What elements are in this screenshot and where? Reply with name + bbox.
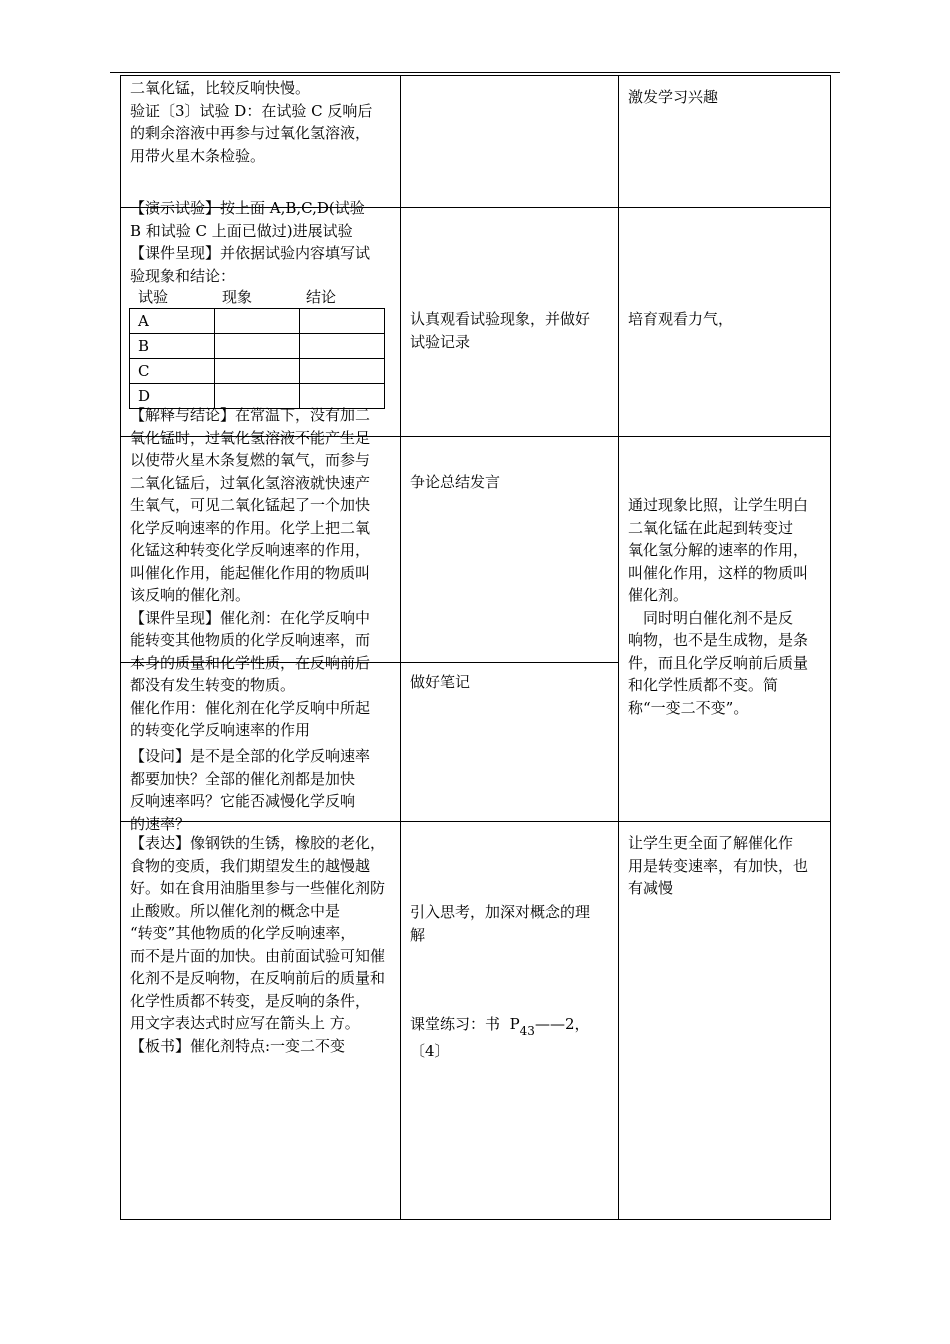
table-row <box>130 334 385 359</box>
discuss-text: 争论总结发言 <box>410 473 501 491</box>
row-border <box>120 75 831 76</box>
explanation-text: 【解释与结论】在常温下，没有加二 氧化锰时，过氧化氢溶液不能产生足 以使带火星木条复燃的氧气，而参与 二氧化锰后，过氧化氢溶液就快速产 生氧气，可见二氧化锰起了一个加快 化学反响速率的作用。化学上把二氧 化锰这种转变化学反响速率的作用， 叫催化作用，能起催化作用的物质叫 该反响的催化剂。 【课件呈现】催化剂：在化学反响中 能转变其他物质的化学反响速率，而 本身的质量和化学性质，在反响前后 都没有发生转变的物质。 催化作用：催化剂在化学反响中所起 的转变化学反响速率的作用 <box>130 406 371 739</box>
top-rule <box>110 72 840 73</box>
notes-text: 做好笔记 <box>410 673 471 691</box>
comparison-text: 通过现象比照，让学生明白 二氧化锰在此起到转变过 氧化氢分解的速率的作用， 叫催化作用，这样的物质叫 催化剂。 同时明白催化剂不是反 响物，也不是生成物，是条 件，而且化学反响前后质量 和化学性质都不变。简 称“一变二不变”。 <box>628 496 809 717</box>
demo-text: 【演示试验】按上面 A,B,C,D(试验 B 和试验 C 上面已做过)进展试验 【课件呈现】并依据试验内容填写试 验现象和结论： <box>130 199 371 285</box>
verify-text: 二氧化锰，比较反响快慢。 验证〔3〕试验 D：在试验 C 反响后 的剩余溶液中再参与过氧化氢溶液， 用带火星木条检验。 <box>130 79 373 165</box>
header-experiment: 试验 <box>138 288 169 306</box>
practice-text-line2: 〔4〕 <box>410 1042 450 1060</box>
fuller-understanding-text: 让学生更全面了解催化作 用是转变速率，有加快，也 有减慢 <box>628 834 809 897</box>
row-label: A <box>130 309 215 334</box>
row-border <box>120 1219 831 1220</box>
ability-text: 培育观看力气， <box>628 310 734 328</box>
header-conclusion: 结论 <box>306 288 337 306</box>
interest-text: 激发学习兴趣 <box>628 88 719 106</box>
experiment-table <box>129 308 385 409</box>
question-text: 【设问】是不是全部的化学反响速率 都要加快？全部的催化剂都是加快 反响速率吗？它能否减慢化学反响 的速率？ <box>130 747 371 833</box>
col-border <box>400 75 401 1220</box>
observe-text: 认真观看试验现象，并做好 试验记录 <box>410 310 591 351</box>
header-phenomenon: 现象 <box>222 288 253 306</box>
col-border <box>830 75 831 1220</box>
practice-text: 课堂练习：书 $P_{43}——2$， <box>410 1015 590 1038</box>
table-row <box>130 309 385 334</box>
row-label: C <box>130 359 215 384</box>
col-border <box>120 75 121 1220</box>
col-border <box>618 75 619 1220</box>
row-label: D <box>130 384 215 409</box>
row-label: B <box>130 334 215 359</box>
expression-text: 【表达】像钢铁的生锈，橡胶的老化， 食物的变质，我们期望发生的越慢越 好。如在食用油脂里参与一些催化剂防 止酸败。所以催化剂的概念中是 “转变”其他物质的化学反响速率， 而不是片面的加快。由前面试验可知催 化剂不是反响物，在反响前后的质量和 化学性质都不转变，是反响的条件， 用文字表达式时应写在箭头上 方。 【板书】催化剂特点:一变二不变 <box>130 834 386 1055</box>
think-text: 引入思考，加深对概念的理 解 <box>410 903 591 944</box>
table-row <box>130 359 385 384</box>
